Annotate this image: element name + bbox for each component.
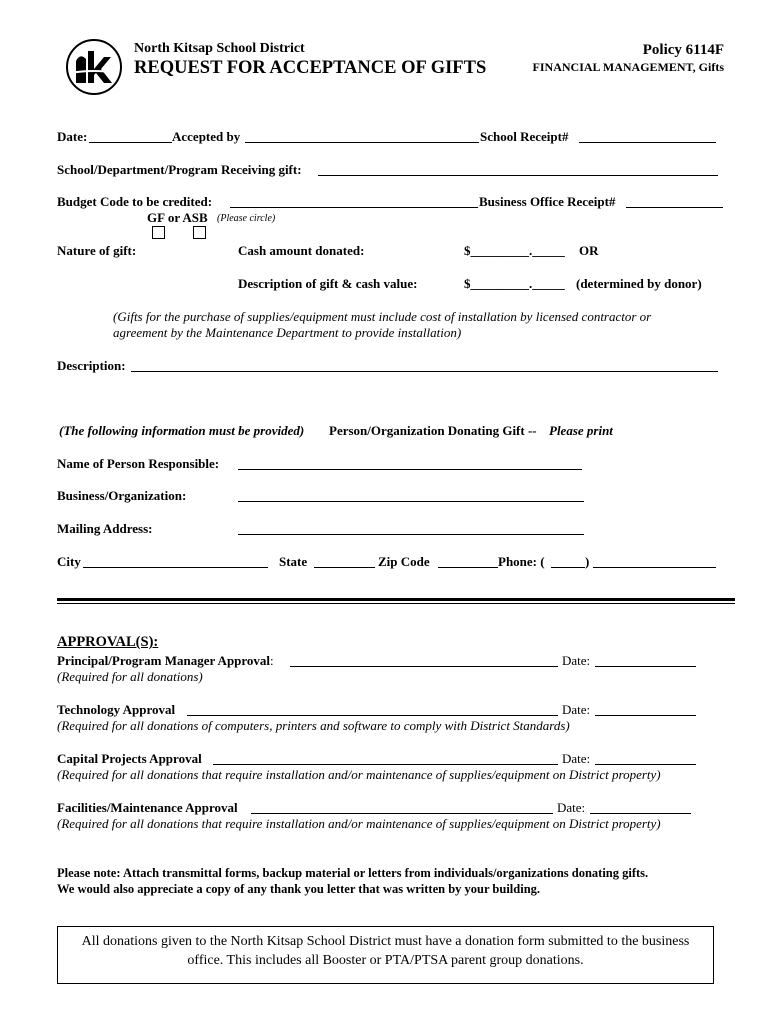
approval-principal-signature[interactable]	[290, 666, 558, 667]
determined-by-note: (determined by donor)	[576, 276, 702, 291]
approval-capital-label: Capital Projects Approval	[57, 751, 202, 766]
business-label: Business/Organization:	[57, 488, 187, 503]
zip-label: Zip Code	[378, 554, 430, 569]
approval-principal-date[interactable]	[595, 666, 696, 667]
approval-facilities-note: (Required for all donations that require installation and/or maintenance of supplies/equipment on District property)	[57, 816, 661, 831]
gf-checkbox[interactable]	[152, 226, 165, 239]
city-label: City	[57, 554, 81, 569]
business-receipt-label: Business Office Receipt#	[479, 194, 616, 209]
approval-facilities-date-label: Date:	[557, 800, 586, 815]
approval-technology-date[interactable]	[595, 715, 696, 716]
gifts-note-line-1: (Gifts for the purchase of supplies/equipment must include cost of installation by licensed contractor or	[113, 309, 652, 324]
name-field[interactable]	[238, 469, 582, 470]
district-name: North Kitsap School District	[134, 41, 305, 56]
desc-value-field[interactable]: $_________._____	[464, 276, 565, 291]
approval-principal-note: (Required for all donations)	[57, 669, 203, 684]
approval-principal-text: Principal/Program Manager Approval	[57, 653, 271, 668]
section-divider-thin	[57, 603, 735, 604]
approval-capital-note: (Required for all donations that require installation and/or maintenance of supplies/equipment on District property)	[57, 767, 661, 782]
cash-amount-field[interactable]: $_________._____	[464, 243, 565, 258]
gifts-note-line-2: agreement by the Maintenance Department to provide installation)	[113, 325, 462, 340]
approvals-heading: APPROVAL(S):	[57, 634, 159, 650]
approval-principal-colon: :	[270, 653, 274, 668]
state-label: State	[279, 554, 308, 569]
page-title: REQUEST FOR ACCEPTANCE OF GIFTS	[134, 58, 487, 78]
policy-number: Policy 6114F	[642, 42, 724, 58]
approval-principal-date-label: Date:	[562, 653, 591, 668]
approval-capital-date[interactable]	[595, 764, 696, 765]
approval-facilities-signature[interactable]	[251, 813, 553, 814]
state-field[interactable]	[314, 567, 375, 568]
description-label: Description:	[57, 358, 126, 373]
donor-heading: Person/Organization Donating Gift --	[329, 423, 537, 438]
school-receipt-label: School Receipt#	[480, 129, 569, 144]
donation-notice-box	[57, 926, 714, 984]
nature-label: Nature of gift:	[57, 243, 137, 258]
approval-technology-note: (Required for all donations of computers, printers and software to comply with District Standards)	[57, 718, 570, 733]
phone-label: Phone: (	[498, 554, 545, 569]
phone-close: )	[585, 554, 590, 569]
receiving-field[interactable]	[318, 175, 718, 176]
please-circle-note: (Please circle)	[217, 213, 276, 224]
accepted-by-field[interactable]	[245, 142, 479, 143]
desc-value-label: Description of gift & cash value:	[238, 276, 418, 291]
approval-technology-date-label: Date:	[562, 702, 591, 717]
zip-field[interactable]	[438, 567, 498, 568]
asb-checkbox[interactable]	[193, 226, 206, 239]
approval-technology-label: Technology Approval	[57, 702, 176, 717]
receiving-label: School/Department/Program Receiving gift:	[57, 162, 302, 177]
section-divider	[57, 598, 735, 601]
approval-principal-label	[57, 653, 274, 669]
required-note: (The following information must be provided)	[59, 423, 305, 438]
gf-asb-label: GF or ASB	[147, 210, 208, 225]
name-label: Name of Person Responsible:	[57, 456, 220, 471]
policy-category: FINANCIAL MANAGEMENT, Gifts	[532, 60, 724, 74]
or-label: OR	[579, 243, 599, 258]
date-label: Date:	[57, 129, 88, 144]
approval-capital-signature[interactable]	[213, 764, 558, 765]
mailing-label: Mailing Address:	[57, 521, 153, 536]
mailing-field[interactable]	[238, 534, 584, 535]
nk-logo	[66, 39, 122, 95]
approval-capital-date-label: Date:	[562, 751, 591, 766]
business-field[interactable]	[238, 501, 584, 502]
area-code-field[interactable]	[551, 567, 585, 568]
date-field[interactable]	[89, 142, 172, 143]
phone-field[interactable]	[593, 567, 716, 568]
donation-notice-text: All donations given to the North Kitsap School District must have a donation form submitted to the business office. This includes all Booster or PTA/PTSA parent group donations.	[81, 934, 690, 968]
budget-code-label: Budget Code to be credited:	[57, 194, 213, 209]
description-field[interactable]	[131, 371, 718, 372]
approval-facilities-label: Facilities/Maintenance Approval	[57, 800, 238, 815]
approval-facilities-date[interactable]	[590, 813, 691, 814]
accepted-by-label: Accepted by	[172, 129, 241, 144]
city-field[interactable]	[83, 567, 268, 568]
approval-technology-signature[interactable]	[187, 715, 558, 716]
business-receipt-field[interactable]	[626, 207, 723, 208]
please-print-note: Please print	[549, 423, 613, 438]
budget-code-field[interactable]	[230, 207, 478, 208]
cash-label: Cash amount donated:	[238, 243, 365, 258]
footer-note-line-1: Please note: Attach transmittal forms, backup material or letters from individuals/organizations donating gifts.	[57, 866, 649, 880]
school-receipt-field[interactable]	[579, 142, 716, 143]
footer-note-line-2: We would also appreciate a copy of any thank you letter that was written by your building.	[57, 882, 541, 896]
